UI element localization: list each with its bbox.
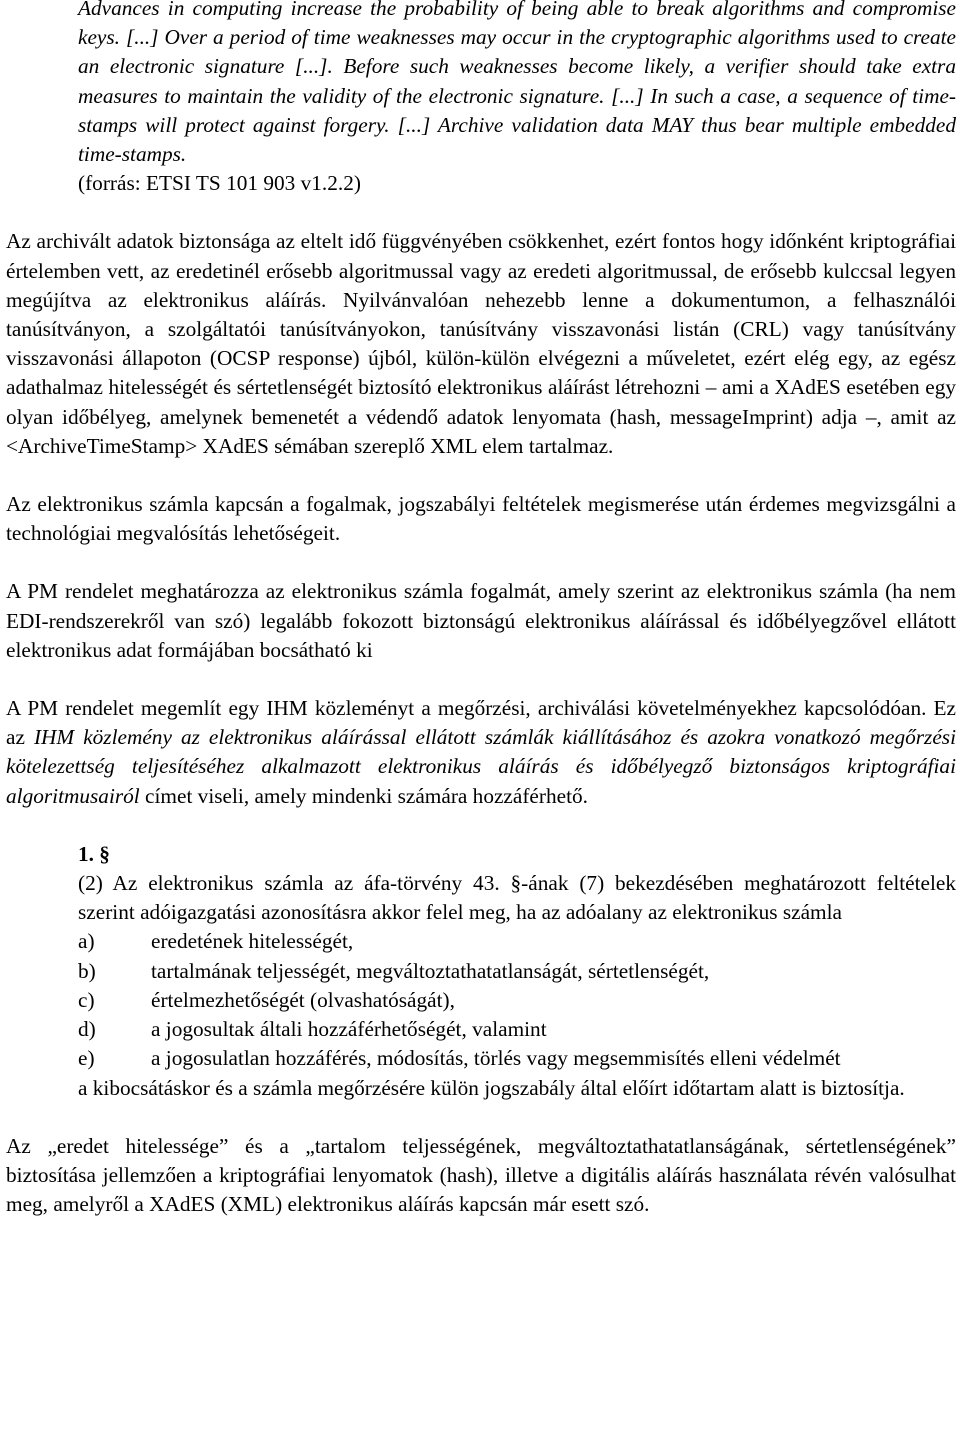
- ihm-notice-text-start: A PM rendelet megemlít egy IHM közleményt a megőrzési, archiválási követelményekhez kapcsolódóan. Ez az: [6, 696, 956, 750]
- list-item: [78, 1015, 956, 1044]
- list-item-label: d): [78, 1017, 96, 1042]
- paragraph-pm-decree-definition: A PM rendelet meghatározza az elektronikus számla fogalmát, amely szerint az elektronikus számla (ha nem EDI-rendszerekről van szó) legalább fokozott biztonságú elektronikus aláírással és időbélyegzővel ellátott elektronikus adat formájában bocsátható ki: [6, 579, 956, 662]
- ihm-notice-text-end: címet viseli, amely mindenki számára hozzáférhető.: [139, 783, 588, 808]
- ihm-notice-title: IHM közlemény az elektronikus aláírással ellátott számlák kiállításához és azokra vonatkozó megőrzési kötelezettség teljesítéséhez alkalmazott elektronikus aláírás és időbélyegző biztonságos kriptográfiai algoritmusairól: [6, 725, 956, 808]
- list-item: [78, 927, 956, 956]
- list-item-text: értelmezhetőségét (olvashatóságát),: [151, 987, 455, 1012]
- list-item: [78, 986, 956, 1015]
- quote-source: (forrás: ETSI TS 101 903 v1.2.2): [78, 171, 361, 196]
- list-item-text: a jogosulatlan hozzáférés, módosítás, törlés vagy megsemmisítés elleni védelmét: [151, 1046, 841, 1071]
- paragraph-origin-integrity: Az „eredet hitelessége” és a „tartalom teljességének, megváltoztathatatlanságának, sértetlenségének” biztosítása jellemzően a kriptográfiai lenyomatok (hash), illetve a digitális aláírás használata révén valósulhat meg, amelyről a XAdES (XML) elektronikus aláírás kapcsán már esett szó.: [6, 1133, 956, 1217]
- legal-section-heading: 1. §: [78, 841, 110, 866]
- list-item-label: c): [78, 987, 95, 1012]
- list-item: [78, 957, 956, 986]
- paragraph-archival-security: Az archivált adatok biztonsága az eltelt idő függvényében csökkenhet, ezért fontos hogy időnként kriptográfiai értelemben vett, az eredetinél erősebb algoritmussal vagy az eredeti algoritmussal, de erősebb kulccsal legyen megújítva az elektronikus aláírás. Nyilvánvalóan nehezebb lenne a dokumentumon, a felhasználói tanúsítványon, a szolgáltatói tanúsítványokon, tanúsítvány visszavonási listán (CRL) vagy tanúsítvány visszavonási állapoton (OCSP response) újból, külön-külön elvégezni a műveletet, ezért elég egy, az egész adathalmaz hitelességét és sértetlenségét biztosító elektronikus aláírást létrehozni – ami a XAdES esetében egy olyan időbélyeg, amelynek bemenetét a védendő adatok lenyomata (hash, messageImprint) adja –, amit az <ArchiveTimeStamp> XAdES sémában szereplő XML elem tartalmaz.: [6, 229, 956, 458]
- english-quote-block: [78, 0, 956, 198]
- list-item-label: b): [78, 958, 96, 983]
- list-item-text: eredetének hitelességét,: [151, 929, 354, 954]
- paragraph-e-invoice-intro: Az elektronikus számla kapcsán a fogalmak, jogszabályi feltételek megismerése után érdemes megvizsgálni a technológiai megvalósítás lehetőségeit.: [6, 492, 956, 546]
- list-item-text: tartalmának teljességét, megváltoztathatatlanságát, sértetlenségét,: [151, 958, 710, 983]
- legal-excerpt: [78, 840, 956, 1103]
- list-item-label: e): [78, 1046, 95, 1071]
- legal-item-list: [78, 927, 956, 1073]
- legal-closing: a kibocsátáskor és a számla megőrzésére külön jogszabály által előírt időtartam alatt is biztosítja.: [78, 1075, 905, 1100]
- legal-intro: (2) Az elektronikus számla az áfa-törvény 43. §-ának (7) bekezdésében meghatározott feltételek szerint adóigazgatási azonosításra akkor felel meg, ha az adóalany az elektronikus számla: [78, 871, 956, 925]
- list-item-text: a jogosultak általi hozzáférhetőségét, valamint: [151, 1017, 547, 1042]
- paragraph-ihm-notice: [6, 694, 956, 811]
- document-page: [6, 0, 956, 1219]
- quote-text: Advances in computing increase the probability of being able to break algorithms and compromise keys. [...] Over a period of time weaknesses may occur in the cryptographic algorithms used to create an electronic signature [...]. Before such weaknesses become likely, a verifier should take extra measures to maintain the validity of the electronic signature. [...] In such a case, a sequence of time-stamps will protect against forgery. [...] Archive validation data MAY thus bear multiple embedded time-stamps.: [78, 0, 956, 167]
- list-item-label: a): [78, 929, 95, 954]
- list-item: [78, 1044, 956, 1073]
